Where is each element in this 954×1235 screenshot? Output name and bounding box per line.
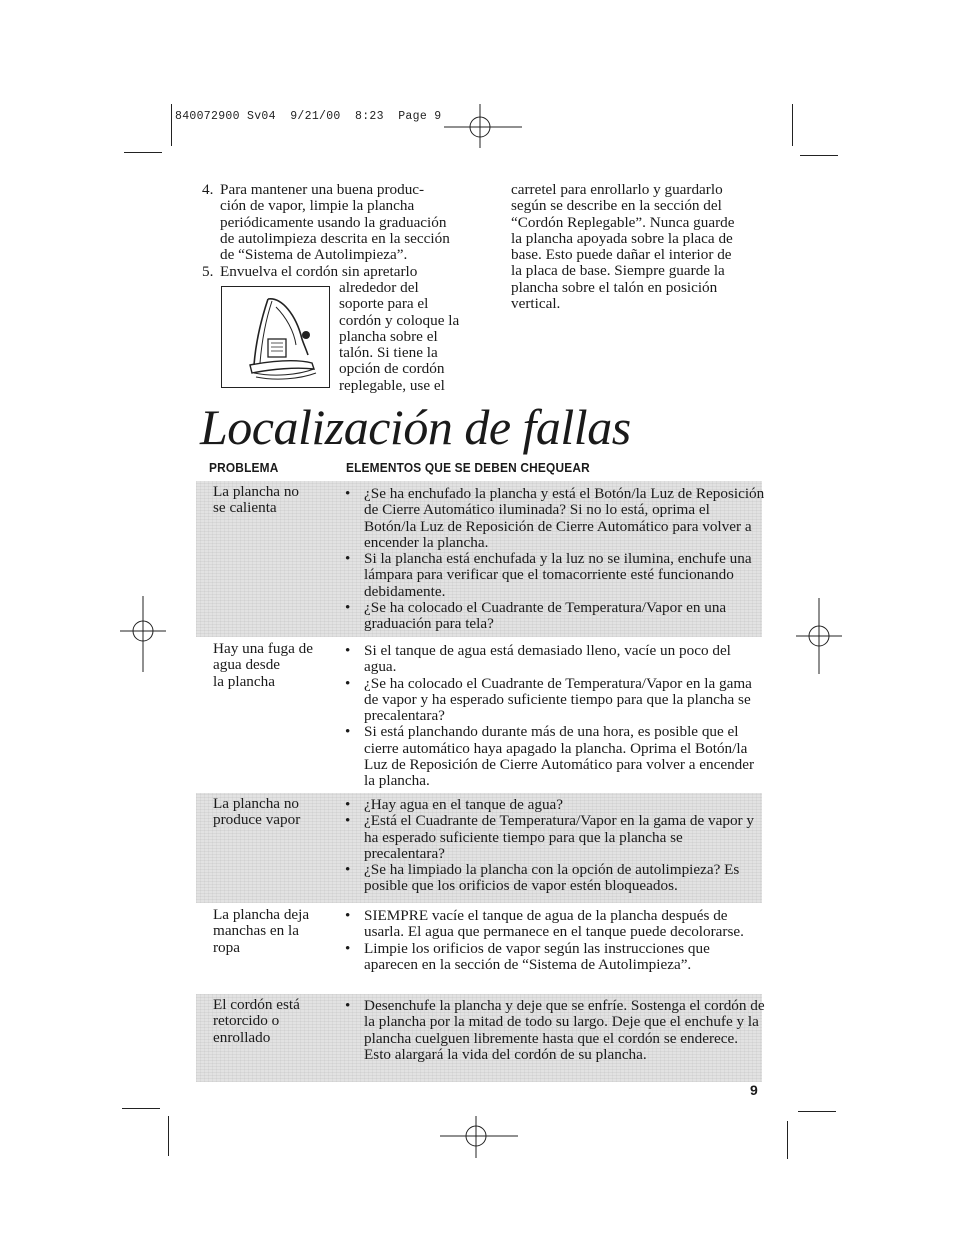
item-line: según se describe en la sección del	[511, 197, 722, 215]
item-line: carretel para enrollarlo y guardarlo	[511, 181, 723, 198]
registration-mark-icon	[120, 596, 166, 672]
check-item: • Si la plancha está enchufada y la luz no se ilumina, enchufe una lámpara para verificar que el tomacorriente esté funcionando debidamente.	[345, 551, 765, 600]
page-number: 9	[750, 1082, 758, 1098]
crop-mark	[792, 104, 793, 146]
printer-slug: 840072900 Sv04 9/21/00 8:23 Page 9	[175, 110, 442, 123]
problem-line: agua desde	[213, 656, 281, 674]
iron-standing-on-heel-icon	[222, 287, 329, 387]
item-line: alrededor del	[339, 279, 419, 296]
item-line: soporte para el	[339, 295, 429, 313]
check-item: • ¿Se ha colocado el Cuadrante de Temperatura/Vapor en la gama de vapor y ha esperado suficiente tiempo para que la plancha se precalentara?	[345, 676, 765, 725]
crop-mark	[787, 1121, 788, 1159]
check-item: • ¿Hay agua en el tanque de agua?	[345, 797, 765, 813]
problem-cell	[213, 907, 333, 956]
section-title: Localización de fallas	[200, 399, 631, 455]
problem-line: retorcido o	[213, 1012, 280, 1030]
problem-line: La plancha deja	[213, 906, 310, 923]
item-line: ción de vapor, limpie la plancha	[220, 197, 415, 215]
item-line: plancha sobre el	[339, 327, 438, 345]
checks-list	[345, 797, 765, 895]
item-line: vertical.	[511, 295, 561, 313]
crop-mark	[168, 1116, 169, 1156]
item-line: periódicamente usando la graduación	[220, 213, 447, 231]
item-line: Envuelva el cordón sin apretarlo	[220, 263, 418, 280]
problem-line: manchas en la	[213, 922, 300, 940]
check-item: • Si está planchando durante más de una hora, es posible que el cierre automático haya apagado la plancha. Oprima el Botón/la Luz de Reposición de Cierre Automático para volver a encender la plancha.	[345, 724, 765, 789]
item-line: de autolimpieza descrita en la sección	[220, 229, 450, 247]
check-item: • Si el tanque de agua está demasiado lleno, vacíe un poco del agua.	[345, 643, 765, 676]
problem-cell	[213, 997, 333, 1046]
problem-cell	[213, 484, 333, 517]
checks-list	[345, 998, 765, 1063]
check-item: • SIEMPRE vacíe el tanque de agua de la plancha después de usarla. El agua que permanece en el tanque puede decolorarse.	[345, 908, 765, 941]
item-line: la placa de base. Siempre guarde la	[511, 262, 725, 280]
registration-mark-icon	[440, 1116, 518, 1158]
check-item: • Desenchufe la plancha y deje que se enfríe. Sostenga el cordón de la plancha por la mitad de todo su largo. Deje que el enchufe y la plancha cuelguen libremente hasta que el cordón se enderece. Esto alargará la vida del cordón de su plancha.	[345, 998, 765, 1063]
problem-cell	[213, 641, 333, 690]
check-item: • ¿Se ha enchufado la plancha y está el Botón/la Luz de Reposición de Cierre Automático iluminada? Si no lo está, oprima el Botón/la Luz de Reposición de Cierre Automático para volver a encender la plancha.	[345, 486, 765, 551]
crop-mark	[122, 1108, 160, 1109]
crop-mark	[798, 1111, 836, 1112]
item-number: 5.	[202, 263, 214, 280]
item-number: 4.	[202, 181, 214, 198]
problem-line: La plancha no	[213, 483, 300, 500]
problem-cell	[213, 796, 333, 829]
problem-line: enrollado	[213, 1028, 271, 1046]
checks-list	[345, 908, 765, 973]
item-line: base. Esto puede dañar el interior de	[511, 246, 732, 264]
crop-mark	[171, 104, 172, 146]
item-line: talón. Si tiene la	[339, 344, 438, 362]
crop-mark	[124, 152, 162, 153]
problem-line: ropa	[213, 938, 240, 956]
checks-list	[345, 643, 765, 790]
problem-line: se calienta	[213, 499, 277, 517]
item-line: cordón y coloque la	[339, 311, 460, 329]
check-item: • ¿Está el Cuadrante de Temperatura/Vapor en la gama de vapor y ha esperado suficiente tiempo para que la plancha se precalentara?	[345, 813, 765, 862]
check-item: • Limpie los orificios de vapor según las instrucciones que aparecen en la sección de “Sistema de Autolimpieza”.	[345, 941, 765, 974]
problem-line: la plancha	[213, 672, 275, 690]
item-line: replegable, use el	[339, 376, 445, 394]
item-line: Para mantener una buena produc-	[220, 181, 425, 198]
registration-mark-icon	[796, 598, 842, 674]
intro-right-column	[511, 182, 771, 312]
problem-line: La plancha no	[213, 795, 300, 812]
column-header-checks: ELEMENTOS QUE SE DEBEN CHEQUEAR	[346, 461, 590, 475]
checks-list	[345, 486, 765, 633]
crop-mark	[800, 155, 838, 156]
item-line: de “Sistema de Autolimpieza”.	[220, 246, 408, 264]
registration-mark-icon	[444, 104, 522, 148]
iron-illustration	[221, 286, 330, 388]
item-line: “Cordón Replegable”. Nunca guarde	[511, 213, 735, 231]
instruction-item-4	[202, 181, 490, 264]
problem-line: El cordón está	[213, 996, 300, 1013]
item-5-wrapped-text	[339, 280, 489, 394]
check-item: • ¿Se ha colocado el Cuadrante de Temperatura/Vapor en una graduación para tela?	[345, 600, 765, 633]
column-header-problem: PROBLEMA	[209, 461, 279, 475]
problem-line: produce vapor	[213, 811, 301, 829]
item-line: la plancha apoyada sobre la placa de	[511, 229, 733, 247]
instruction-item-5	[202, 263, 490, 280]
item-line: opción de cordón	[339, 360, 445, 378]
item-line: plancha sobre el talón en posición	[511, 278, 718, 296]
problem-line: Hay una fuga de	[213, 640, 313, 657]
check-item: • ¿Se ha limpiado la plancha con la opción de autolimpieza? Es posible que los orificios de vapor estén bloqueados.	[345, 862, 765, 895]
